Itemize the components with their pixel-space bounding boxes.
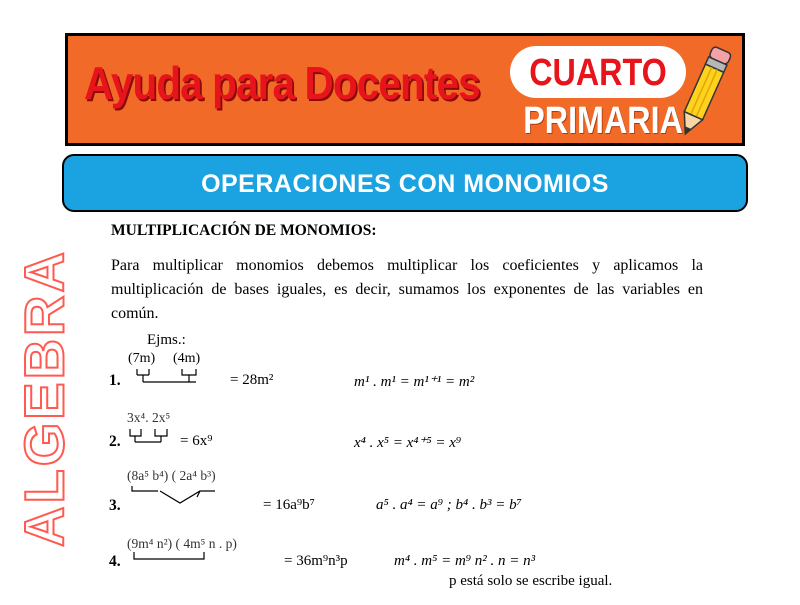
title-bar bbox=[62, 154, 748, 212]
grade-label-line1: CUARTO bbox=[529, 52, 667, 94]
pencil-icon bbox=[674, 40, 734, 144]
example4-connector bbox=[134, 552, 204, 559]
example4-result: = 36m⁹n³p bbox=[284, 553, 348, 569]
example2-expression: 3x⁴. 2x⁵ bbox=[127, 410, 171, 425]
example3-number: 3. bbox=[109, 497, 121, 514]
examples-label: Ejms.: bbox=[147, 332, 186, 348]
grade-badge bbox=[510, 44, 688, 140]
banner-background bbox=[68, 36, 742, 143]
explanation-paragraph: Para multiplicar monomios debemos multiplicar los coeficientes y aplicamos la multiplicación de bases iguales, es decir, sumamos los exponentes de las variables en común. bbox=[111, 257, 703, 322]
section-heading: MULTIPLICACIÓN DE MONOMIOS: bbox=[111, 222, 377, 239]
header-banner bbox=[65, 33, 745, 146]
example1-connector bbox=[137, 369, 196, 382]
example4-number: 4. bbox=[109, 553, 121, 570]
example2-connector bbox=[130, 429, 167, 442]
example1-rule: m¹ . m¹ = m¹⁺¹ = m² bbox=[354, 374, 475, 390]
example1-expression-b: (4m) bbox=[173, 351, 201, 366]
subject-vertical-text: ALGEBRA bbox=[12, 249, 76, 547]
subject-vertical-label bbox=[12, 238, 76, 558]
example4-note: p está solo se escribe igual. bbox=[449, 573, 613, 589]
example1-expression-a: (7m) bbox=[128, 351, 156, 366]
example2-number: 2. bbox=[109, 433, 121, 450]
example3-expression: (8a⁵ b⁴) ( 2a⁴ b³) bbox=[127, 468, 216, 483]
brand-logo-text: Ayuda para Docentes bbox=[84, 57, 480, 109]
example1-number: 1. bbox=[109, 372, 121, 389]
page-title: OPERACIONES CON MONOMIOS bbox=[201, 170, 609, 198]
example1-result: = 28m² bbox=[230, 372, 274, 388]
grade-label-line2: PRIMARIA bbox=[523, 100, 683, 142]
example2-rule: x⁴ . x⁵ = x⁴⁺⁵ = x⁹ bbox=[354, 435, 462, 451]
example3-connector bbox=[132, 486, 215, 503]
example3-rule: a⁵ . a⁴ = a⁹ ; b⁴ . b³ = b⁷ bbox=[376, 497, 522, 513]
example3-result: = 16a⁹b⁷ bbox=[263, 497, 315, 513]
example4-rule: m⁴ . m⁵ = m⁹ n² . n = n³ bbox=[394, 553, 536, 569]
example2-result: = 6x⁹ bbox=[180, 433, 213, 449]
example4-expression: (9m⁴ n²) ( 4m⁵ n . p) bbox=[127, 536, 237, 551]
